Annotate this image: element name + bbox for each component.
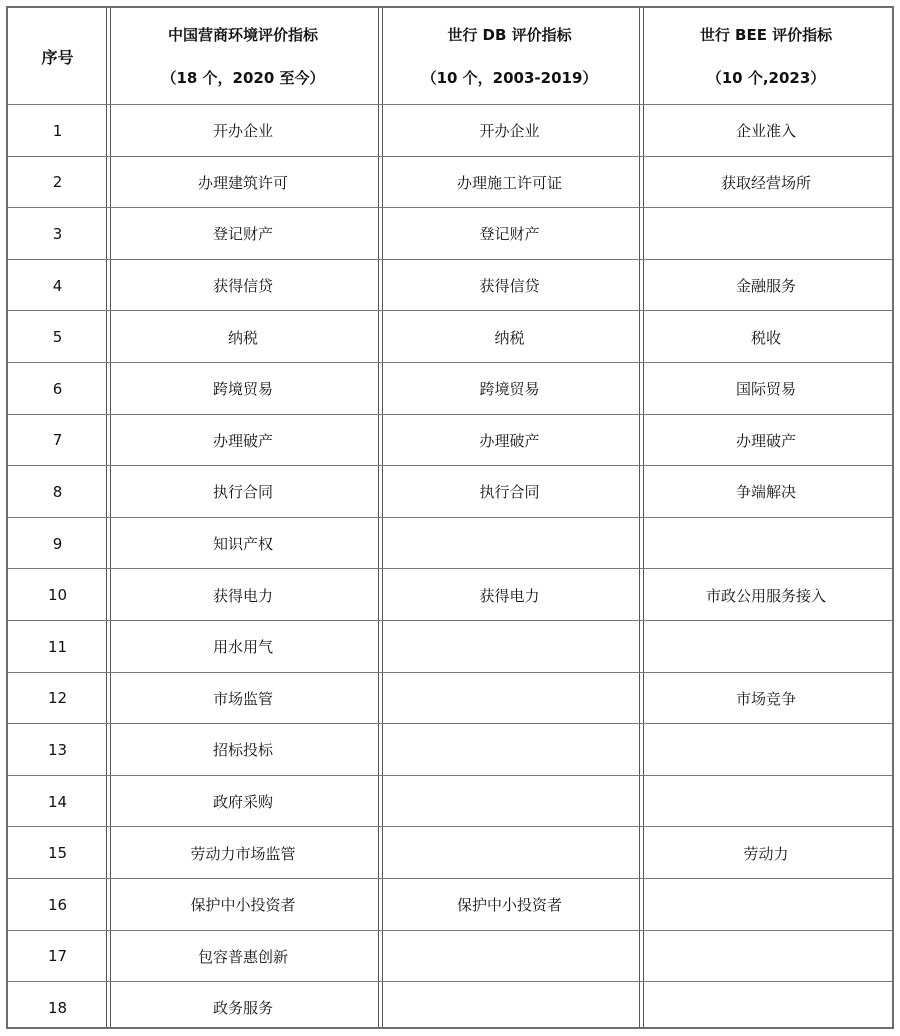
- bee-indicator-cell: 获取经营场所: [720, 173, 811, 192]
- table-row: [8, 106, 892, 156]
- row-divider: [8, 981, 892, 982]
- table-row: [8, 880, 892, 930]
- db-indicator-cell: [379, 622, 640, 672]
- db-indicator-cell: 纳税: [494, 328, 525, 347]
- db-indicator-cell: [379, 777, 640, 827]
- row-seq: 9: [52, 534, 63, 553]
- header-db-indicators: [379, 8, 640, 104]
- header-bee-title: 世行 BEE 评价指标: [699, 26, 833, 44]
- table-header-row: [8, 8, 892, 104]
- china-indicator-cell: 获得信贷: [212, 277, 273, 296]
- row-seq: 5: [52, 328, 63, 347]
- bee-indicator-cell: [640, 622, 892, 672]
- china-indicator-cell: 包容普惠创新: [197, 947, 288, 966]
- bee-indicator-cell: 市场竞争: [735, 689, 796, 708]
- china-indicator-cell: 登记财产: [212, 225, 273, 244]
- row-divider: [8, 878, 892, 879]
- table-row: [8, 725, 892, 775]
- row-seq: 13: [47, 740, 68, 759]
- table-row: [8, 828, 892, 878]
- row-seq: 12: [47, 689, 68, 708]
- header-seq: 序号: [41, 47, 74, 67]
- row-divider: [8, 156, 892, 157]
- db-indicator-cell: 保护中小投资者: [456, 896, 562, 915]
- china-indicator-cell: 劳动力市场监管: [190, 844, 296, 863]
- china-indicator-cell: 政务服务: [212, 999, 273, 1018]
- row-divider: [8, 259, 892, 260]
- bee-indicator-cell: [640, 932, 892, 982]
- row-divider: [8, 723, 892, 724]
- china-indicator-cell: 知识产权: [212, 535, 273, 554]
- china-indicator-cell: 办理破产: [212, 431, 273, 450]
- table-row: [8, 416, 892, 466]
- bee-indicator-cell: 金融服务: [735, 277, 796, 296]
- bee-indicator-cell: [640, 777, 892, 827]
- row-divider: [8, 207, 892, 208]
- row-divider: [8, 568, 892, 569]
- table-row: [8, 467, 892, 517]
- table-row: [8, 158, 892, 208]
- row-seq: 17: [47, 947, 68, 966]
- table-row: [8, 312, 892, 362]
- row-seq: 8: [52, 482, 63, 501]
- china-indicator-cell: 市场监管: [212, 689, 273, 708]
- bee-indicator-cell: 办理破产: [735, 431, 796, 450]
- db-indicator-cell: [379, 983, 640, 1033]
- table-row: [8, 364, 892, 414]
- header-bee-subtitle: （10 个,2023）: [706, 69, 826, 87]
- row-seq: 10: [47, 586, 68, 605]
- china-indicator-cell: 政府采购: [212, 793, 273, 812]
- bee-indicator-cell: [640, 519, 892, 569]
- row-divider: [8, 775, 892, 776]
- bee-indicator-cell: 国际贸易: [735, 380, 796, 399]
- header-db-subtitle: （10 个，2003-2019）: [421, 69, 598, 87]
- row-seq: 6: [52, 379, 63, 398]
- china-indicator-cell: 跨境贸易: [212, 380, 273, 399]
- db-indicator-cell: 获得信贷: [479, 277, 540, 296]
- header-china-indicators: [107, 8, 379, 104]
- china-indicator-cell: 获得电力: [212, 586, 273, 605]
- bee-indicator-cell: [640, 209, 892, 259]
- bee-indicator-cell: 市政公用服务接入: [705, 586, 826, 605]
- table-row: [8, 622, 892, 672]
- row-seq: 11: [47, 637, 68, 656]
- header-bee-indicators: [640, 8, 892, 104]
- row-seq: 15: [47, 844, 68, 863]
- db-indicator-cell: [379, 725, 640, 775]
- bee-indicator-cell: 劳动力: [743, 844, 789, 863]
- row-divider: [8, 672, 892, 673]
- bee-indicator-cell: 企业准入: [735, 122, 796, 141]
- db-indicator-cell: 开办企业: [479, 122, 540, 141]
- db-indicator-cell: 获得电力: [479, 586, 540, 605]
- row-divider: [8, 517, 892, 518]
- row-seq: 1: [52, 121, 63, 140]
- db-indicator-cell: 登记财产: [479, 225, 540, 244]
- db-indicator-cell: 执行合同: [479, 483, 540, 502]
- row-seq: 4: [52, 276, 63, 295]
- db-indicator-cell: [379, 932, 640, 982]
- china-indicator-cell: 招标投标: [212, 741, 273, 760]
- table-row: [8, 261, 892, 311]
- bee-indicator-cell: 争端解决: [735, 483, 796, 502]
- bee-indicator-cell: [640, 880, 892, 930]
- row-divider: [8, 414, 892, 415]
- header-china-title: 中国营商环境评价指标: [167, 26, 318, 44]
- row-divider: [8, 310, 892, 311]
- db-indicator-cell: 跨境贸易: [479, 380, 540, 399]
- db-indicator-cell: [379, 828, 640, 878]
- china-indicator-cell: 纳税: [227, 328, 258, 347]
- table-row: [8, 932, 892, 982]
- bee-indicator-cell: [640, 725, 892, 775]
- header-china-subtitle: （18 个，2020 至今）: [161, 69, 325, 87]
- db-indicator-cell: 办理施工许可证: [456, 173, 562, 192]
- table-row: [8, 570, 892, 620]
- table-row: [8, 209, 892, 259]
- row-seq: 3: [52, 224, 63, 243]
- db-indicator-cell: [379, 519, 640, 569]
- db-indicator-cell: 办理破产: [479, 431, 540, 450]
- china-indicator-cell: 办理建筑许可: [197, 173, 288, 192]
- china-indicator-cell: 用水用气: [212, 638, 273, 657]
- header-divider: [8, 104, 892, 105]
- row-seq: 7: [52, 431, 63, 450]
- china-indicator-cell: 保护中小投资者: [190, 896, 296, 915]
- indicator-comparison-table: [6, 6, 894, 1029]
- china-indicator-cell: 执行合同: [212, 483, 273, 502]
- row-divider: [8, 465, 892, 466]
- table-row: [8, 519, 892, 569]
- row-seq: 2: [52, 173, 63, 192]
- table-row: [8, 674, 892, 724]
- header-db-title: 世行 DB 评价指标: [447, 26, 572, 44]
- db-indicator-cell: [379, 674, 640, 724]
- row-divider: [8, 826, 892, 827]
- bee-indicator-cell: [640, 983, 892, 1033]
- row-seq: 14: [47, 792, 68, 811]
- row-seq: 16: [47, 895, 68, 914]
- row-divider: [8, 620, 892, 621]
- row-seq: 18: [47, 998, 68, 1017]
- table-row: [8, 983, 892, 1033]
- row-divider: [8, 930, 892, 931]
- row-divider: [8, 362, 892, 363]
- bee-indicator-cell: 税收: [750, 328, 781, 347]
- china-indicator-cell: 开办企业: [212, 122, 273, 141]
- table-row: [8, 777, 892, 827]
